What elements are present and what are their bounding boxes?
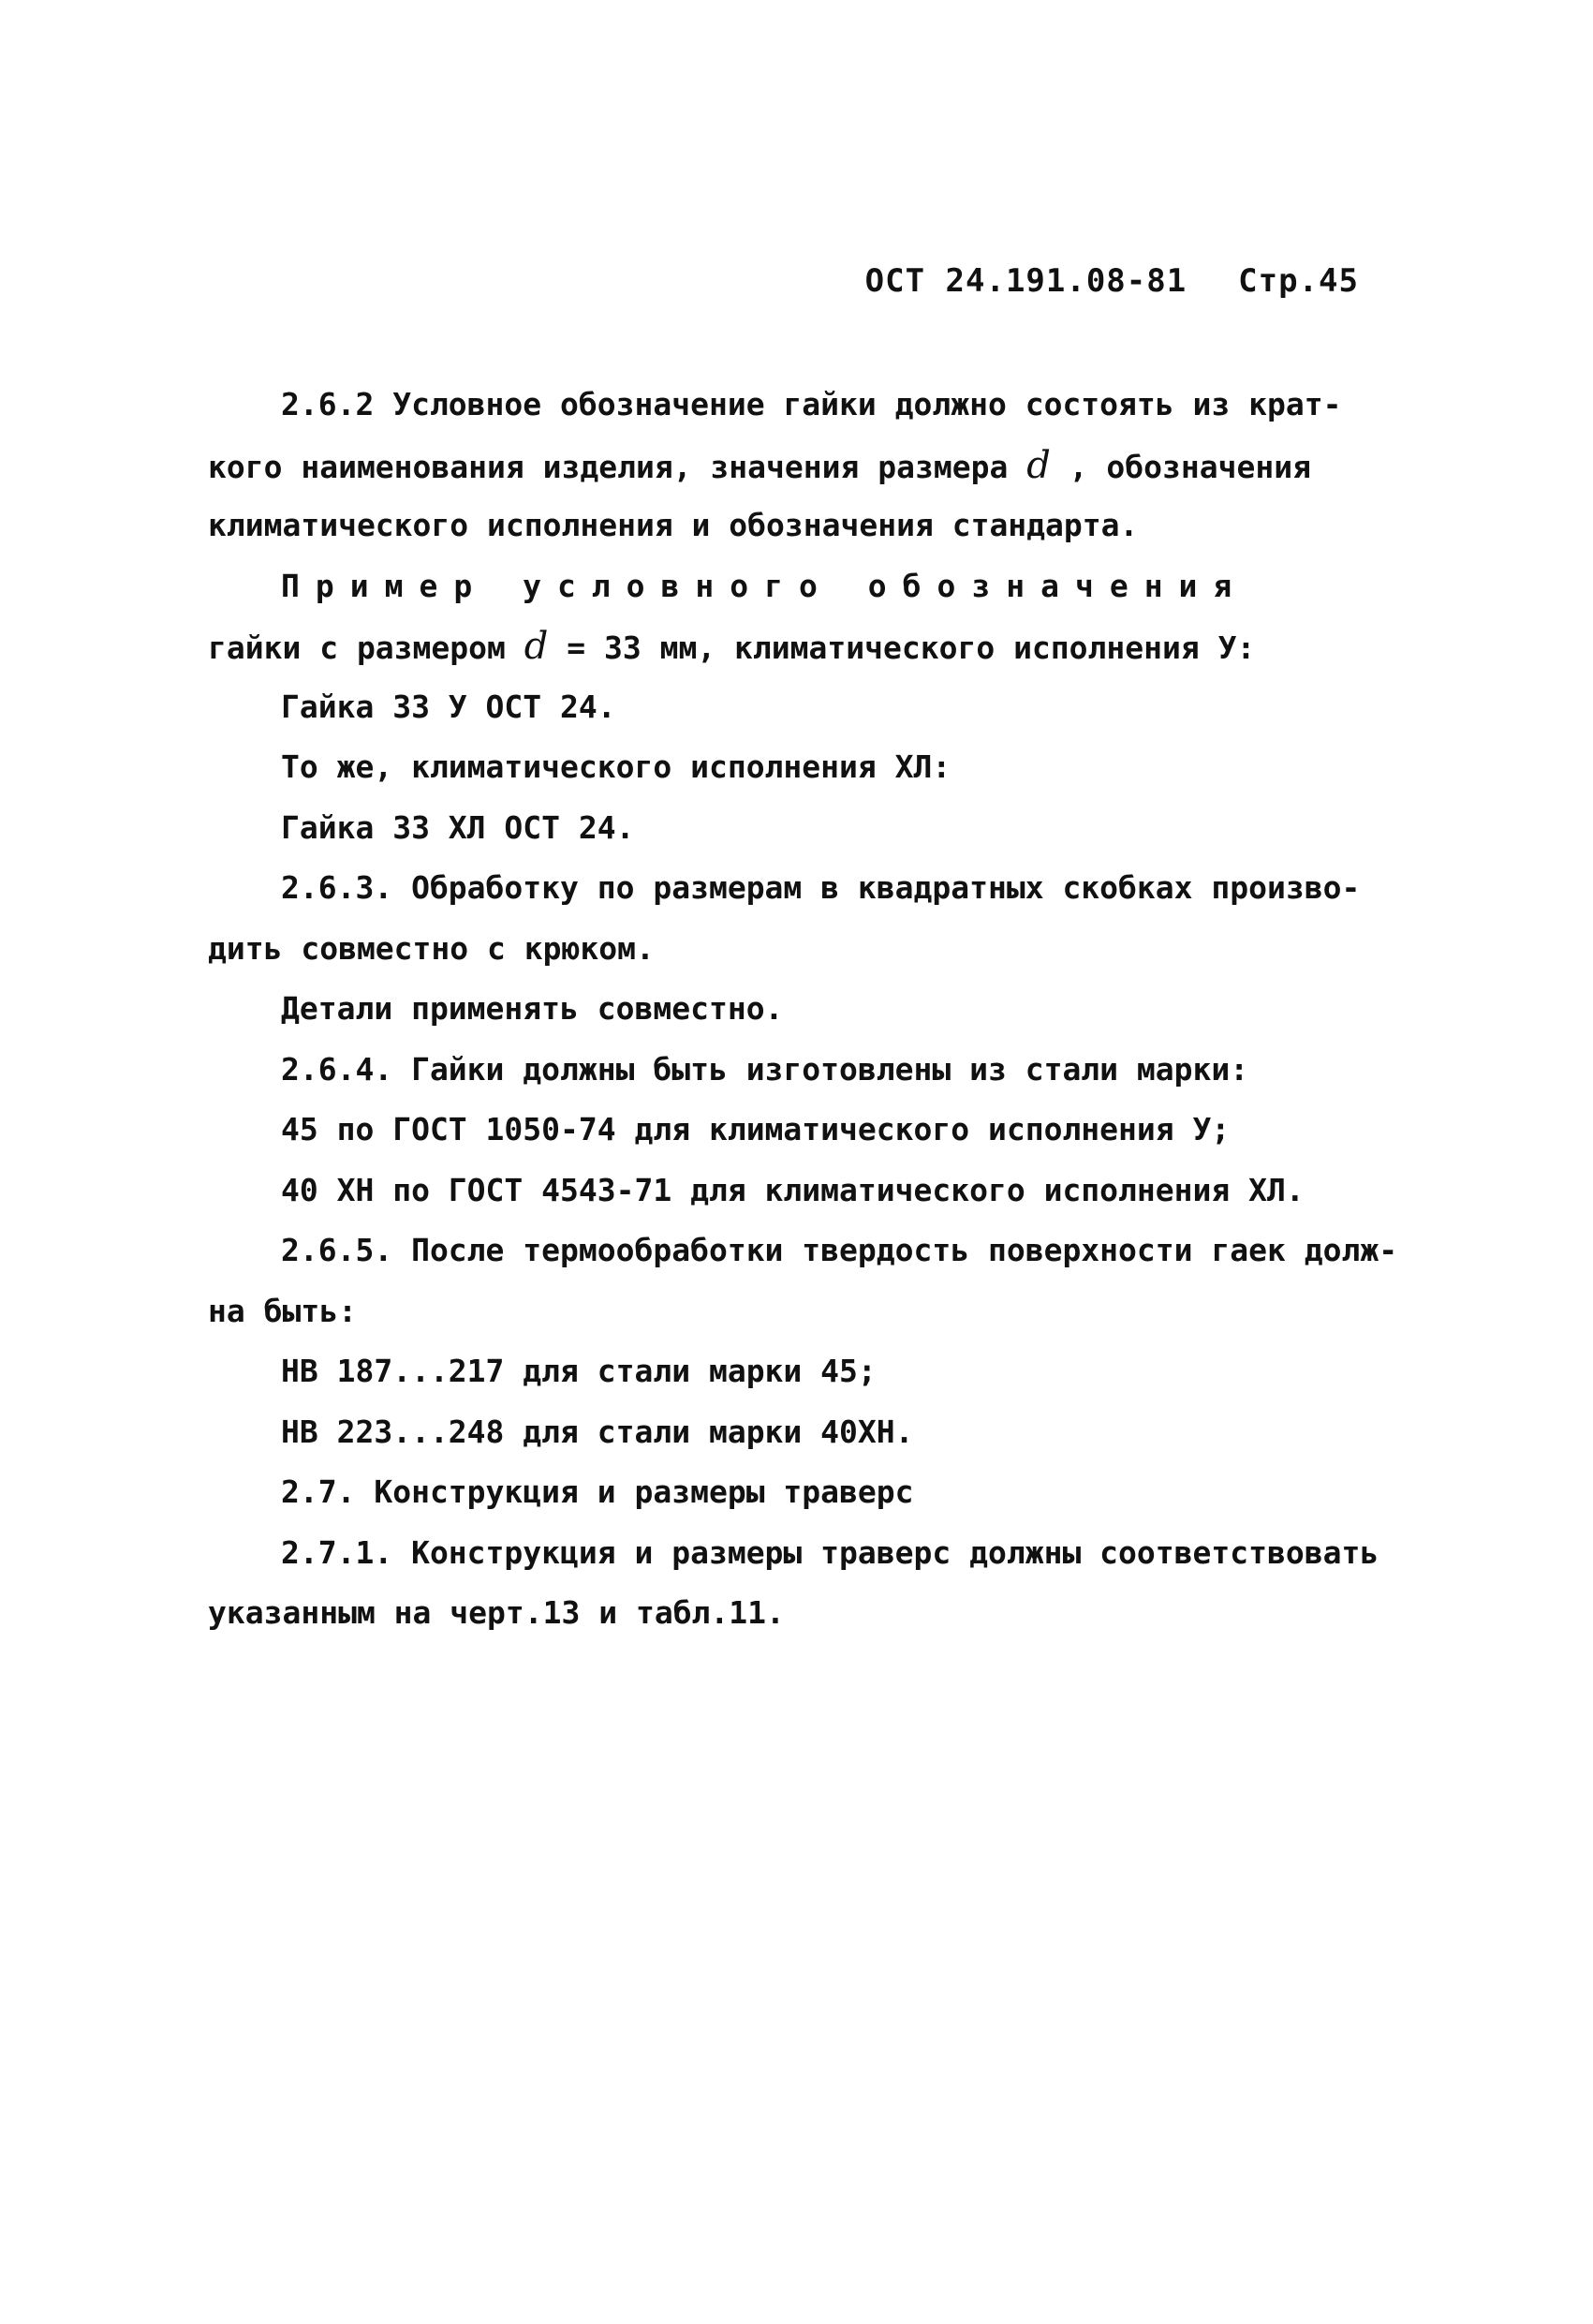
section-2-7-title: 2.7. Конструкция и размеры траверс — [281, 1473, 914, 1510]
paragraph-2-6-2-text-b: , обозначения — [1050, 448, 1311, 485]
paragraph-2-6-3-line-3: Детали применять совместно. — [281, 990, 784, 1027]
paragraph-2-7-1-line-2: указанным на черт.13 и табл.11. — [208, 1594, 785, 1631]
paragraph-2-7-1-line-1: 2.7.1. Конструкция и размеры траверс должны соответствовать — [281, 1533, 1379, 1571]
designation-hl: Гайка 33 ХЛ ОСТ 24. — [281, 808, 635, 846]
paragraph-2-6-3-line-2: дить совместно с крюком. — [208, 929, 655, 967]
page-number: Стр.45 — [1238, 262, 1359, 300]
paragraph-2-6-5-line-2: на быть: — [208, 1292, 357, 1329]
paragraph-2-6-2-line-2 — [208, 436, 1407, 496]
designation-u: Гайка 33 У ОСТ 24. — [281, 688, 616, 725]
dimension-symbol: d — [1026, 443, 1051, 487]
paragraph-2-6-2-line-1: 2.6.2 Условное обозначение гайки должно состоять из крат- — [281, 386, 1342, 422]
paragraph-2-6-5-line-3: НВ 187...217 для стали марки 45; — [281, 1353, 877, 1389]
dimension-symbol: d — [524, 625, 549, 668]
paragraph-2-6-2-text-a: кого наименования изделия, значения размера — [208, 448, 1027, 485]
same-hl: То же, климатического исполнения ХЛ: — [281, 748, 951, 785]
document-code: ОСТ 24.191.08-81 — [864, 262, 1187, 300]
example-line — [208, 616, 1407, 677]
example-text-a: гайки с размером — [208, 629, 524, 666]
paragraph-2-6-5-line-4: НВ 223...248 для стали марки 40ХН. — [281, 1413, 914, 1450]
paragraph-2-6-4-line-1: 2.6.4. Гайки должны быть изготовлены из стали марки: — [281, 1050, 1249, 1088]
example-text-b: = 33 мм, климатического исполнения У: — [548, 629, 1256, 666]
document-body — [208, 375, 1407, 1644]
paragraph-2-6-3-line-1: 2.6.3. Обработку по размерам в квадратных скобках произво- — [281, 869, 1361, 906]
example-heading: Пример условного обозначения — [281, 567, 1248, 604]
paragraph-2-6-2-line-3: климатического исполнения и обозначения стандарта. — [208, 507, 1139, 543]
paragraph-2-6-5-line-1: 2.6.5. После термообработки твердость поверхности гаек долж- — [281, 1232, 1398, 1268]
paragraph-2-6-4-line-2: 45 по ГОСТ 1050-74 для климатического исполнения У; — [281, 1111, 1231, 1147]
page-header — [865, 262, 1359, 300]
paragraph-2-6-4-line-3: 40 ХН по ГОСТ 4543-71 для климатического исполнения ХЛ. — [281, 1171, 1305, 1208]
